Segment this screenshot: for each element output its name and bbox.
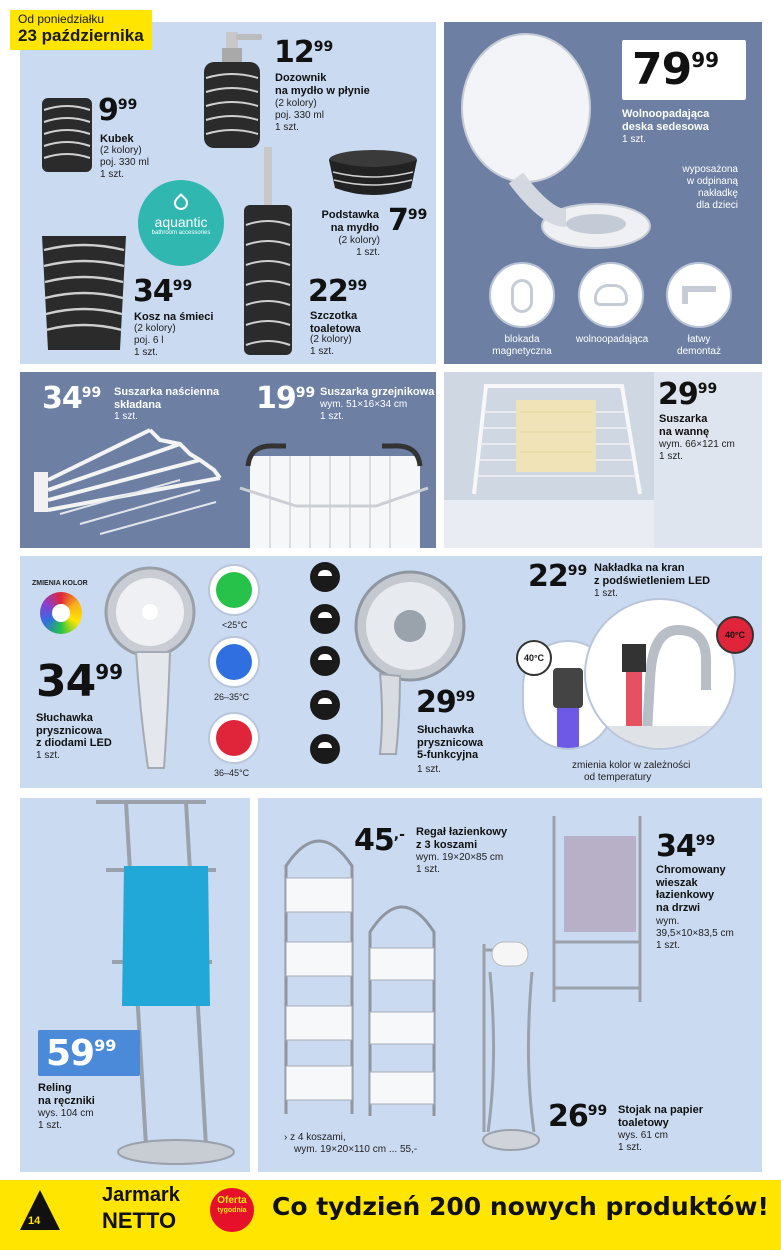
radiator-dryer-desc: wym. 51×16×34 cm 1 szt. — [320, 399, 408, 422]
brand-name: aquantic — [154, 214, 208, 230]
slow-close-icon — [594, 284, 628, 306]
color-change-inner — [52, 604, 70, 622]
feature-detach — [666, 262, 732, 328]
footer-brand-line2: NETTO — [102, 1208, 177, 1233]
5f-shower-name: Słuchawka prysznicowa 5-funkcyjna — [417, 724, 484, 762]
spray-mode-5-icon — [310, 734, 340, 764]
led-shower-desc: 1 szt. — [36, 750, 60, 761]
paper-stand-price: $26^{99}$ — [548, 1099, 608, 1134]
brand-sub: bathroom accessories — [151, 230, 211, 236]
shelf-variant: › z 4 koszami, wym. 19×20×110 cm ... 55,- — [284, 1132, 418, 1155]
temp-red-led — [216, 720, 252, 756]
tap-led-price: $22^{99}$ — [528, 559, 588, 594]
tap-image — [586, 600, 736, 750]
wall-dryer-image — [30, 420, 230, 542]
tap-blue-light-icon — [557, 708, 579, 750]
door-hanger-desc: wym. 39,5×10×83,5 cm 1 szt. — [656, 916, 734, 951]
5f-shower-price: $29^{99}$ — [416, 685, 476, 720]
soapdish-desc: (2 kolory) 1 szt. — [338, 235, 380, 258]
dispenser-price: $12^{99}$ — [274, 35, 334, 70]
spray-mode-4-icon — [310, 690, 340, 720]
radiator-dryer-image — [236, 436, 432, 548]
magnet-lock-icon — [511, 279, 533, 313]
tap-aerator-icon — [553, 668, 583, 708]
paper-stand-name: Stojak na papier toaletowy — [618, 1104, 703, 1129]
feature-magnetic — [489, 262, 555, 328]
temp-badge-right — [716, 616, 754, 654]
bin-desc: (2 kolory) poj. 6 l 1 szt. — [134, 323, 176, 358]
date-line2: 23 października — [18, 26, 144, 45]
mug-image — [38, 94, 96, 176]
spray-mode-3-icon — [310, 646, 340, 676]
dispenser-desc: (2 kolory) poj. 330 ml 1 szt. — [275, 98, 324, 133]
radiator-dryer-name: Suszarka grzejnikowa — [320, 386, 435, 398]
shelf-4-baskets-image — [280, 826, 358, 1116]
temp-blue-label: 26–35°C — [214, 692, 250, 702]
brush-price: $22^{99}$ — [308, 274, 368, 309]
bin-price: $34^{99}$ — [133, 274, 193, 309]
bin-image — [38, 232, 130, 356]
soapdish-price: $7^{99}$ — [388, 203, 428, 238]
weekly-offer-badge: Oferta tygodnia — [210, 1188, 254, 1232]
temp-badge-left — [516, 640, 552, 676]
shelf-name: Regał łazienkowy z 3 koszami — [416, 826, 508, 851]
paper-stand-desc: wys. 61 cm 1 szt. — [618, 1130, 669, 1153]
brush-desc: (2 kolory) 1 szt. — [310, 334, 352, 357]
mug-name: Kubek — [100, 133, 134, 145]
bath-dryer-desc: wym. 66×121 cm 1 szt. — [659, 439, 735, 462]
shelf-3-baskets-image — [364, 892, 440, 1118]
aquantic-logo — [138, 180, 224, 266]
bath-dryer-image — [444, 372, 654, 548]
shelf-price: 45,- — [354, 823, 405, 858]
toilet-brush-image — [238, 145, 298, 357]
soapdish-image — [325, 148, 421, 200]
spray-mode-1-icon — [310, 562, 340, 592]
towel-rail-image — [86, 796, 246, 1170]
spray-mode-2-icon — [310, 604, 340, 634]
tap-image-circle — [584, 598, 736, 750]
temp-blue-led — [216, 644, 252, 680]
dispenser-image — [200, 30, 270, 152]
footer-brand-line1: Jarmark — [102, 1184, 180, 1206]
towel-rail-desc: wys. 104 cm 1 szt. — [38, 1108, 94, 1131]
soapdish-name: Podstawka na mydło — [321, 209, 379, 234]
feature-slowclose — [578, 262, 644, 328]
wall-dryer-price: $34^{99}$ — [42, 381, 102, 416]
date-line1: Od poniedziałku — [18, 12, 105, 26]
date-banner — [10, 10, 152, 50]
shelf-desc: wym. 19×20×85 cm 1 szt. — [416, 852, 504, 875]
feature-label-slowclose: wolnoopadająca — [575, 334, 649, 345]
temp-blue-swatch — [208, 636, 260, 688]
toilet-seat-note: wyposażona w odpinaną nakładkę dla dzieci — [682, 164, 738, 211]
temp-red-swatch — [208, 712, 260, 764]
towel-rail-price: $59^{99}$ — [46, 1033, 117, 1074]
toilet-seat-price: $79^{99}$ — [632, 44, 720, 95]
temp-badge-right-label: 40°C — [724, 630, 746, 640]
temp-badge-left-label: 40°C — [523, 653, 545, 663]
brush-name: Szczotka toaletowa — [310, 310, 361, 335]
mug-desc: (2 kolory) poj. 330 ml 1 szt. — [100, 145, 149, 180]
wall-dryer-name: Suszarka naścienna składana — [114, 386, 220, 411]
5f-shower-desc: 1 szt. — [417, 764, 441, 775]
wall-dryer-desc: 1 szt. — [114, 411, 138, 422]
detach-icon — [682, 286, 716, 304]
mug-price: $9^{99}$ — [98, 93, 138, 128]
bath-dryer-name: Suszarka na wannę — [659, 413, 710, 438]
aquantic-drop-icon — [171, 193, 191, 213]
radiator-dryer-price: $19^{99}$ — [256, 381, 316, 416]
temp-green-label: <25°C — [222, 620, 248, 630]
door-hanger-image — [544, 812, 650, 1016]
page-number: 14 — [28, 1215, 41, 1227]
towel-rail-name: Reling na ręczniki — [38, 1082, 95, 1107]
temp-red-label: 36–45°C — [214, 768, 250, 778]
temp-green-led — [216, 572, 252, 608]
bin-name: Kosz na śmieci — [134, 311, 214, 323]
toilet-seat-desc: 1 szt. — [622, 134, 646, 145]
temp-green-swatch — [208, 564, 260, 616]
tap-led-desc: 1 szt. — [594, 588, 618, 599]
door-hanger-price: $34^{99}$ — [656, 829, 716, 864]
footer-slogan: Co tydzień 200 nowych produktów! — [272, 1192, 769, 1221]
paper-stand-image — [478, 932, 544, 1160]
toilet-seat-name: Wolnoopadająca deska sedesowa — [622, 108, 710, 133]
led-shower-price: $34^{99}$ — [36, 656, 124, 707]
dispenser-name: Dozownik na mydło w płynie — [275, 72, 370, 97]
bath-dryer-price: $29^{99}$ — [658, 377, 718, 412]
color-change-tag: ZMIENIA KOLOR — [32, 580, 88, 587]
feature-label-detach: łatwy demontaż — [677, 334, 721, 357]
tap-led-note: zmienia kolor w zależności od temperatury — [572, 760, 691, 783]
tap-led-name: Nakładka na kran z podświetleniem LED — [594, 562, 711, 587]
feature-label-magnetic: blokada magnetyczna — [492, 334, 552, 357]
door-hanger-name: Chromowany wieszak łazienkowy na drzwi — [656, 864, 726, 914]
led-shower-name: Słuchawka prysznicowa z diodami LED — [36, 712, 112, 750]
